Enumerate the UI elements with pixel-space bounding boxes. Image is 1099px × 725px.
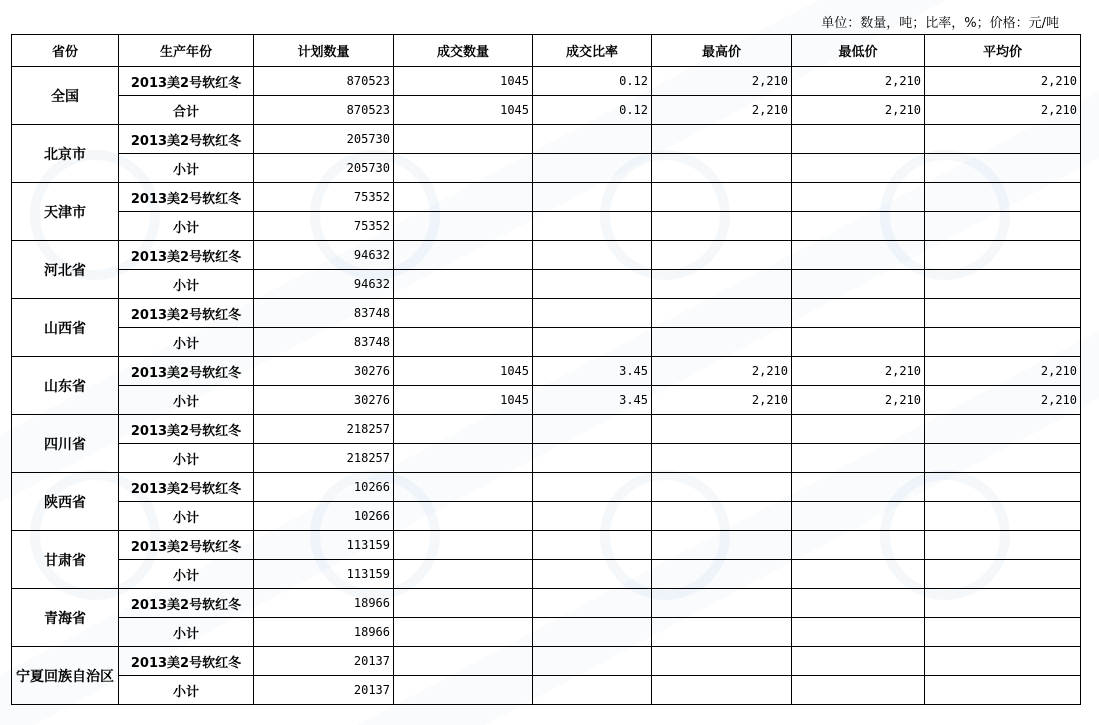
cell-planned-quantity: 20137 — [254, 676, 394, 705]
table-row — [12, 531, 1081, 560]
cell-avg-price — [925, 270, 1081, 299]
cell-max-price — [652, 531, 792, 560]
cell-planned-quantity: 83748 — [254, 299, 394, 328]
table-row — [12, 183, 1081, 212]
cell-traded-quantity — [394, 212, 533, 241]
cell-min-price — [792, 473, 925, 502]
cell-min-price — [792, 299, 925, 328]
cell-trade-ratio — [533, 125, 652, 154]
cell-traded-quantity — [394, 154, 533, 183]
cell-avg-price: 2,210 — [925, 96, 1081, 125]
cell-planned-quantity: 18966 — [254, 589, 394, 618]
cell-min-price: 2,210 — [792, 96, 925, 125]
cell-max-price — [652, 618, 792, 647]
cell-planned-quantity: 870523 — [254, 67, 394, 96]
cell-planned-quantity: 75352 — [254, 183, 394, 212]
cell-min-price — [792, 241, 925, 270]
cell-min-price — [792, 502, 925, 531]
cell-trade-ratio — [533, 502, 652, 531]
cell-production-year: 2013美2号软红冬 — [119, 357, 254, 386]
table-row — [12, 270, 1081, 299]
cell-province: 甘肃省 — [12, 531, 119, 589]
cell-min-price — [792, 444, 925, 473]
cell-trade-ratio — [533, 415, 652, 444]
cell-trade-ratio: 3.45 — [533, 386, 652, 415]
cell-max-price — [652, 270, 792, 299]
cell-production-year: 2013美2号软红冬 — [119, 67, 254, 96]
cell-avg-price — [925, 183, 1081, 212]
cell-production-year: 小计 — [119, 676, 254, 705]
cell-production-year: 小计 — [119, 386, 254, 415]
cell-planned-quantity: 113159 — [254, 531, 394, 560]
table-row — [12, 328, 1081, 357]
cell-province: 天津市 — [12, 183, 119, 241]
cell-production-year: 小计 — [119, 618, 254, 647]
cell-planned-quantity: 218257 — [254, 444, 394, 473]
unit-note: 单位：数量，吨；比率，%；价格：元/吨 — [821, 16, 1059, 31]
table-body — [12, 67, 1081, 705]
cell-trade-ratio: 0.12 — [533, 67, 652, 96]
cell-trade-ratio — [533, 560, 652, 589]
cell-trade-ratio — [533, 589, 652, 618]
cell-planned-quantity: 18966 — [254, 618, 394, 647]
cell-min-price: 2,210 — [792, 67, 925, 96]
cell-max-price — [652, 241, 792, 270]
cell-province: 山西省 — [12, 299, 119, 357]
cell-min-price — [792, 125, 925, 154]
cell-traded-quantity — [394, 589, 533, 618]
cell-trade-ratio: 3.45 — [533, 357, 652, 386]
cell-max-price — [652, 125, 792, 154]
cell-province: 四川省 — [12, 415, 119, 473]
cell-production-year: 小计 — [119, 212, 254, 241]
cell-avg-price — [925, 647, 1081, 676]
cell-production-year: 2013美2号软红冬 — [119, 473, 254, 502]
cell-max-price — [652, 328, 792, 357]
cell-min-price — [792, 415, 925, 444]
auction-results-table — [11, 34, 1081, 705]
cell-production-year: 2013美2号软红冬 — [119, 299, 254, 328]
cell-production-year: 2013美2号软红冬 — [119, 183, 254, 212]
cell-max-price — [652, 212, 792, 241]
cell-avg-price — [925, 154, 1081, 183]
cell-traded-quantity — [394, 241, 533, 270]
cell-traded-quantity — [394, 618, 533, 647]
cell-planned-quantity: 113159 — [254, 560, 394, 589]
cell-min-price — [792, 212, 925, 241]
cell-max-price — [652, 444, 792, 473]
cell-max-price — [652, 299, 792, 328]
cell-planned-quantity: 30276 — [254, 357, 394, 386]
cell-traded-quantity — [394, 444, 533, 473]
table-row — [12, 647, 1081, 676]
cell-avg-price: 2,210 — [925, 67, 1081, 96]
cell-max-price: 2,210 — [652, 67, 792, 96]
cell-trade-ratio — [533, 444, 652, 473]
cell-avg-price — [925, 299, 1081, 328]
cell-max-price: 2,210 — [652, 96, 792, 125]
table-row — [12, 299, 1081, 328]
cell-traded-quantity — [394, 328, 533, 357]
cell-production-year: 小计 — [119, 444, 254, 473]
cell-trade-ratio — [533, 183, 652, 212]
cell-province: 宁夏回族自治区 — [12, 647, 119, 705]
cell-planned-quantity: 94632 — [254, 241, 394, 270]
cell-traded-quantity — [394, 502, 533, 531]
cell-planned-quantity: 20137 — [254, 647, 394, 676]
cell-planned-quantity: 10266 — [254, 473, 394, 502]
cell-avg-price — [925, 328, 1081, 357]
cell-max-price — [652, 415, 792, 444]
table-row — [12, 560, 1081, 589]
cell-min-price — [792, 647, 925, 676]
table-row — [12, 444, 1081, 473]
header-min-price: 最低价 — [792, 35, 925, 67]
cell-min-price — [792, 183, 925, 212]
cell-province: 青海省 — [12, 589, 119, 647]
cell-traded-quantity — [394, 473, 533, 502]
table-row — [12, 212, 1081, 241]
cell-min-price — [792, 676, 925, 705]
cell-planned-quantity: 10266 — [254, 502, 394, 531]
cell-max-price — [652, 589, 792, 618]
cell-avg-price — [925, 676, 1081, 705]
cell-traded-quantity: 1045 — [394, 386, 533, 415]
cell-min-price — [792, 531, 925, 560]
cell-max-price — [652, 183, 792, 212]
cell-production-year: 2013美2号软红冬 — [119, 647, 254, 676]
cell-max-price — [652, 154, 792, 183]
cell-production-year: 2013美2号软红冬 — [119, 415, 254, 444]
header-province: 省份 — [12, 35, 119, 67]
cell-trade-ratio — [533, 212, 652, 241]
cell-avg-price — [925, 444, 1081, 473]
cell-avg-price — [925, 589, 1081, 618]
cell-planned-quantity: 218257 — [254, 415, 394, 444]
header-max-price: 最高价 — [652, 35, 792, 67]
cell-max-price — [652, 502, 792, 531]
cell-planned-quantity: 83748 — [254, 328, 394, 357]
table-row — [12, 67, 1081, 96]
cell-traded-quantity — [394, 415, 533, 444]
cell-production-year: 小计 — [119, 154, 254, 183]
header-avg-price: 平均价 — [925, 35, 1081, 67]
cell-avg-price — [925, 241, 1081, 270]
cell-planned-quantity: 870523 — [254, 96, 394, 125]
cell-planned-quantity: 94632 — [254, 270, 394, 299]
header-production-year: 生产年份 — [119, 35, 254, 67]
cell-max-price — [652, 647, 792, 676]
cell-province: 山东省 — [12, 357, 119, 415]
table-row — [12, 96, 1081, 125]
cell-production-year: 2013美2号软红冬 — [119, 589, 254, 618]
cell-traded-quantity: 1045 — [394, 357, 533, 386]
cell-trade-ratio: 0.12 — [533, 96, 652, 125]
header-trade-ratio: 成交比率 — [533, 35, 652, 67]
cell-traded-quantity — [394, 531, 533, 560]
cell-planned-quantity: 30276 — [254, 386, 394, 415]
cell-planned-quantity: 205730 — [254, 125, 394, 154]
cell-min-price: 2,210 — [792, 386, 925, 415]
cell-avg-price — [925, 618, 1081, 647]
cell-province: 陕西省 — [12, 473, 119, 531]
cell-trade-ratio — [533, 299, 652, 328]
cell-traded-quantity: 1045 — [394, 96, 533, 125]
table-row — [12, 589, 1081, 618]
cell-max-price: 2,210 — [652, 357, 792, 386]
cell-traded-quantity — [394, 299, 533, 328]
cell-province: 北京市 — [12, 125, 119, 183]
table-row — [12, 415, 1081, 444]
cell-avg-price — [925, 560, 1081, 589]
cell-traded-quantity: 1045 — [394, 67, 533, 96]
cell-trade-ratio — [533, 618, 652, 647]
table-row — [12, 357, 1081, 386]
cell-avg-price — [925, 531, 1081, 560]
cell-production-year: 2013美2号软红冬 — [119, 241, 254, 270]
table-row — [12, 618, 1081, 647]
table-row — [12, 473, 1081, 502]
cell-traded-quantity — [394, 125, 533, 154]
cell-production-year: 2013美2号软红冬 — [119, 531, 254, 560]
cell-production-year: 合计 — [119, 96, 254, 125]
table-row — [12, 154, 1081, 183]
cell-min-price — [792, 270, 925, 299]
cell-traded-quantity — [394, 676, 533, 705]
cell-min-price — [792, 589, 925, 618]
cell-min-price: 2,210 — [792, 357, 925, 386]
cell-planned-quantity: 205730 — [254, 154, 394, 183]
cell-traded-quantity — [394, 270, 533, 299]
cell-province: 河北省 — [12, 241, 119, 299]
cell-avg-price — [925, 212, 1081, 241]
cell-trade-ratio — [533, 473, 652, 502]
table-row — [12, 241, 1081, 270]
table-row — [12, 502, 1081, 531]
cell-trade-ratio — [533, 270, 652, 299]
cell-production-year: 小计 — [119, 328, 254, 357]
cell-avg-price — [925, 473, 1081, 502]
cell-max-price: 2,210 — [652, 386, 792, 415]
table-row — [12, 676, 1081, 705]
table-row — [12, 386, 1081, 415]
cell-avg-price — [925, 125, 1081, 154]
cell-trade-ratio — [533, 154, 652, 183]
cell-min-price — [792, 328, 925, 357]
cell-avg-price: 2,210 — [925, 357, 1081, 386]
cell-trade-ratio — [533, 676, 652, 705]
table-header-row — [12, 35, 1081, 67]
cell-trade-ratio — [533, 241, 652, 270]
cell-avg-price: 2,210 — [925, 386, 1081, 415]
cell-production-year: 小计 — [119, 270, 254, 299]
cell-traded-quantity — [394, 183, 533, 212]
cell-planned-quantity: 75352 — [254, 212, 394, 241]
cell-production-year: 小计 — [119, 560, 254, 589]
cell-traded-quantity — [394, 647, 533, 676]
cell-province: 全国 — [12, 67, 119, 125]
cell-production-year: 小计 — [119, 502, 254, 531]
cell-max-price — [652, 473, 792, 502]
header-traded-quantity: 成交数量 — [394, 35, 533, 67]
cell-max-price — [652, 676, 792, 705]
cell-trade-ratio — [533, 328, 652, 357]
cell-min-price — [792, 154, 925, 183]
table-row — [12, 125, 1081, 154]
header-planned-quantity: 计划数量 — [254, 35, 394, 67]
cell-min-price — [792, 618, 925, 647]
cell-trade-ratio — [533, 531, 652, 560]
cell-traded-quantity — [394, 560, 533, 589]
cell-max-price — [652, 560, 792, 589]
cell-production-year: 2013美2号软红冬 — [119, 125, 254, 154]
cell-min-price — [792, 560, 925, 589]
cell-avg-price — [925, 502, 1081, 531]
cell-avg-price — [925, 415, 1081, 444]
cell-trade-ratio — [533, 647, 652, 676]
